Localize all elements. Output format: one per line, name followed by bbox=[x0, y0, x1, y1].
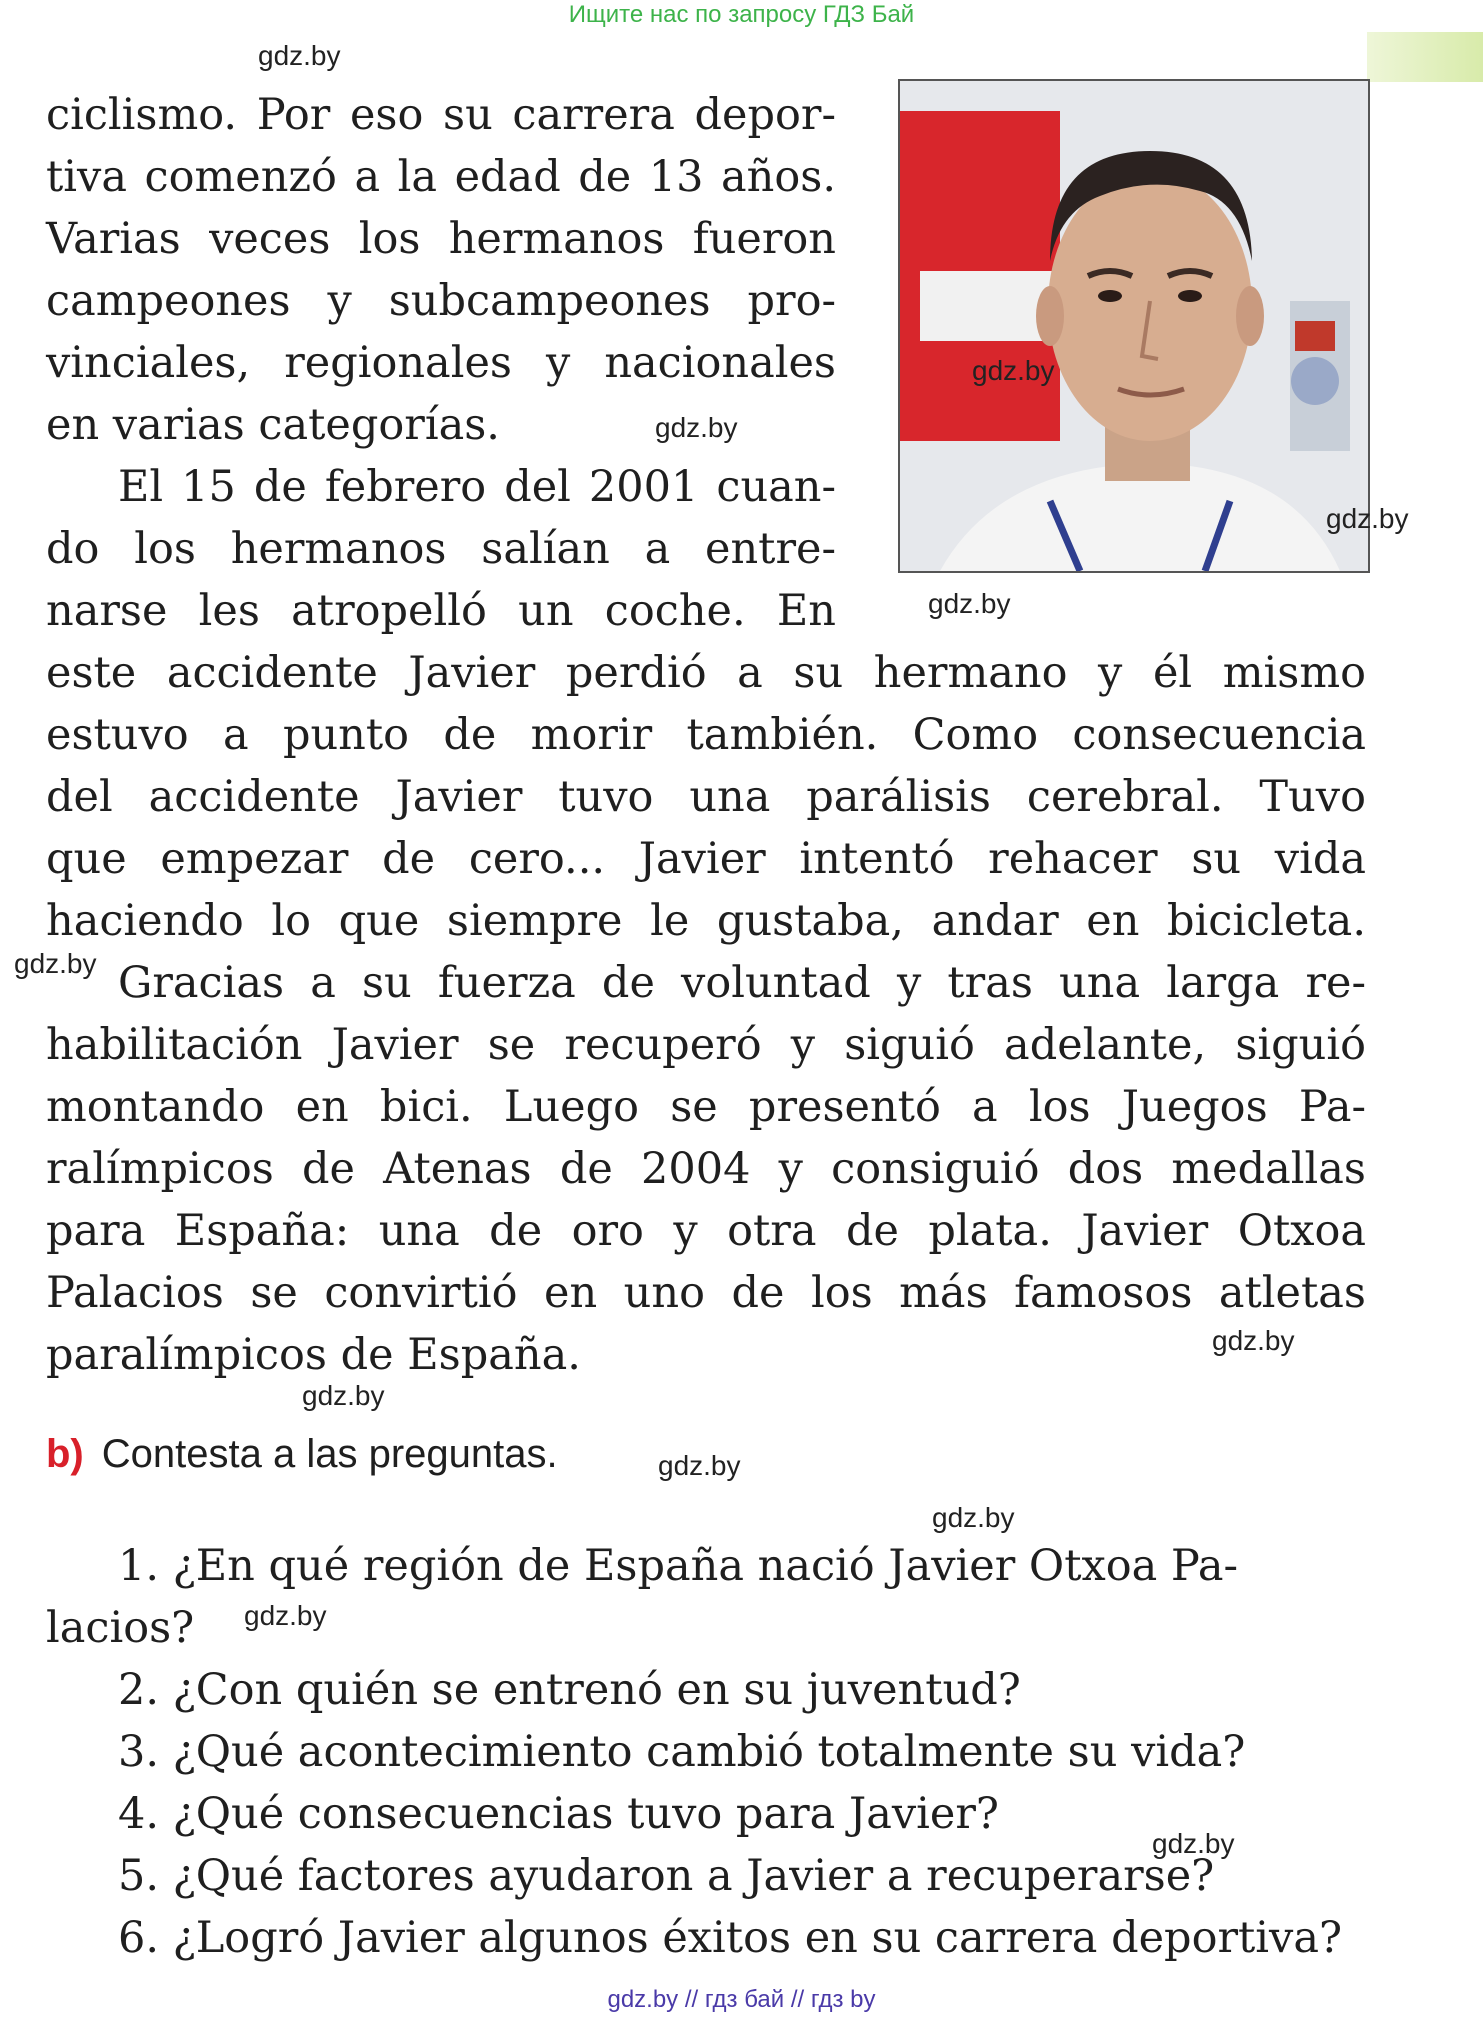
watermark: gdz.by bbox=[655, 412, 738, 443]
text-line: Palacios se convirtió en uno de los más famosos atletas bbox=[46, 1268, 1366, 1318]
watermark: gdz.by bbox=[1152, 1828, 1235, 1859]
watermark: gdz.by bbox=[932, 1502, 1015, 1533]
watermark: gdz.by bbox=[244, 1600, 327, 1631]
text-line: tiva comenzó a la edad de 13 años. bbox=[46, 152, 836, 202]
questions-list bbox=[46, 1535, 1366, 1969]
task-instruction: Contesta a las preguntas. bbox=[101, 1432, 558, 1476]
text-line: estuvo a punto de morir también. Como consecuencia bbox=[46, 710, 1366, 760]
text-line: narse les atropelló un coche. En bbox=[46, 586, 836, 636]
question-item: 3. ¿Qué acontecimiento cambió totalmente su vida? bbox=[118, 1727, 1246, 1777]
question-item: 4. ¿Qué consecuencias tuvo para Javier? bbox=[118, 1789, 999, 1839]
task-letter: b) bbox=[46, 1432, 84, 1476]
text-line: do los hermanos salían a entre- bbox=[46, 524, 836, 574]
footer-links[interactable]: gdz.by // гдз бай // гдз by bbox=[607, 1986, 876, 2013]
watermark: gdz.by bbox=[1326, 503, 1409, 534]
question-item: lacios? bbox=[46, 1603, 195, 1653]
watermark: gdz.by bbox=[658, 1450, 741, 1481]
text-line: vinciales, regionales y nacionales bbox=[46, 338, 836, 388]
watermark: gdz.by bbox=[972, 355, 1055, 386]
question-item: 6. ¿Logró Javier algunos éxitos en su carrera deportiva? bbox=[118, 1913, 1343, 1963]
question-item: 2. ¿Con quién se entrenó en su juventud? bbox=[118, 1665, 1021, 1715]
text-line: campeones y subcampeones pro- bbox=[46, 276, 836, 326]
corner-tab bbox=[1367, 32, 1483, 82]
text-line: Gracias a su fuerza de voluntad y tras una larga re- bbox=[118, 958, 1366, 1008]
athlete-photo bbox=[898, 79, 1370, 573]
text-line: en varias categorías. bbox=[46, 400, 500, 450]
paragraph-accident-rest bbox=[46, 642, 1366, 1386]
watermark: gdz.by bbox=[302, 1380, 385, 1411]
text-line: El 15 de febrero del 2001 cuan- bbox=[118, 462, 836, 512]
paragraph-top bbox=[46, 84, 836, 456]
text-line: Varias veces los hermanos fueron bbox=[46, 214, 836, 264]
text-line: paralímpicos de España. bbox=[46, 1330, 581, 1380]
question-item: 1. ¿En qué región de España nació Javier Otxoa Pa- bbox=[118, 1541, 1239, 1591]
text-line: habilitación Javier se recuperó y siguió adelante, siguió bbox=[46, 1020, 1366, 1070]
top-banner[interactable]: Ищите нас по запросу ГДЗ Бай bbox=[568, 1, 915, 28]
text-line: este accidente Javier perdió a su hermano y él mismo bbox=[46, 648, 1366, 698]
watermark: gdz.by bbox=[14, 948, 97, 979]
task-b bbox=[46, 1432, 558, 1477]
question-item: 5. ¿Qué factores ayudaron a Javier a recuperarse? bbox=[118, 1851, 1215, 1901]
paragraph-accident-start bbox=[46, 456, 836, 642]
text-line: haciendo lo que siempre le gustaba, andar en bicicleta. bbox=[46, 896, 1366, 946]
watermark: gdz.by bbox=[928, 588, 1011, 619]
text-line: que empezar de cero... Javier intentó rehacer su vida bbox=[46, 834, 1366, 884]
text-line: ciclismo. Por eso su carrera depor- bbox=[46, 90, 836, 140]
watermark: gdz.by bbox=[258, 40, 341, 71]
text-line: del accidente Javier tuvo una parálisis cerebral. Tuvo bbox=[46, 772, 1366, 822]
text-line: para España: una de oro y otra de plata. Javier Otxoa bbox=[46, 1206, 1366, 1256]
text-line: ralímpicos de Atenas de 2004 y consiguió dos medallas bbox=[46, 1144, 1366, 1194]
text-line: montando en bici. Luego se presentó a los Juegos Pa- bbox=[46, 1082, 1366, 1132]
watermark: gdz.by bbox=[1212, 1325, 1295, 1356]
